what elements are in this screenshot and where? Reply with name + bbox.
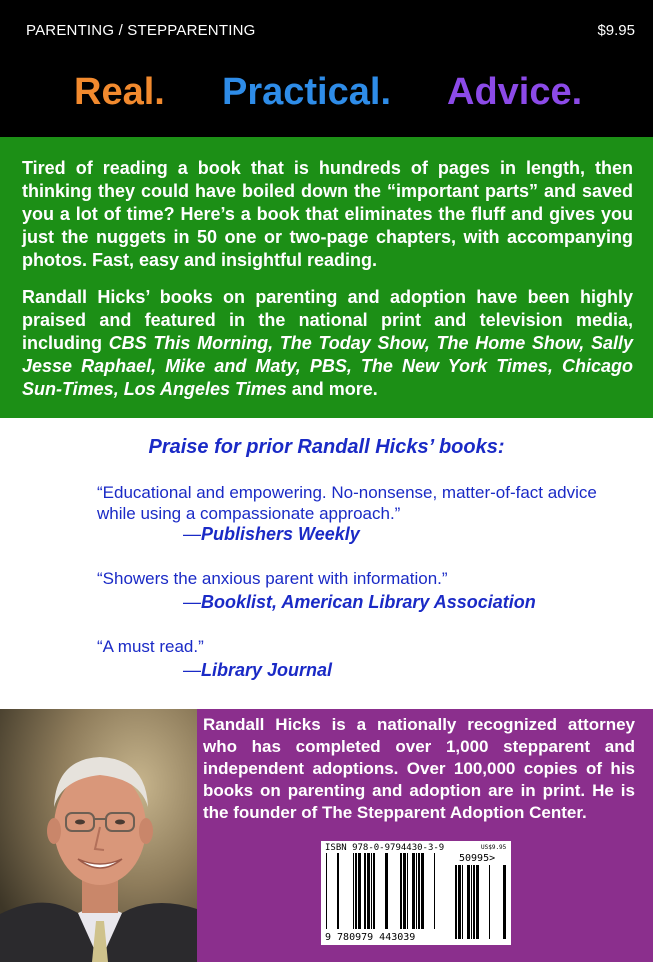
tagline-word-real: Real. xyxy=(74,71,165,113)
em-dash: — xyxy=(183,524,201,544)
praise-title: Praise for prior Randall Hicks’ books: xyxy=(148,436,505,458)
description-paragraph-1: Tired of reading a book that is hundreds of pages in length, then thinking they could have boiled down the “important parts” and saved you a lot of time? Here’s a book that eliminates the fluff and gives you just the nuggets in 50 one or two-page chapters, with accompanying photos. Fast, easy and insightful reading. xyxy=(22,158,633,270)
barcode-addon-number: 50995> xyxy=(459,853,496,864)
source-name: Library Journal xyxy=(201,660,333,680)
media-list: CBS This Morning, The Today Show, The Home Show, Sally Jesse Raphael, Mike and Maty, PBS, The New York Times, Chicago Sun-Times, Los Angeles Times xyxy=(22,333,633,399)
tagline xyxy=(0,70,653,114)
top-banner xyxy=(0,0,653,137)
author-section xyxy=(0,709,653,962)
praise-source-1 xyxy=(183,524,360,545)
barcode-bars xyxy=(321,841,511,945)
author-bio-panel xyxy=(197,709,653,962)
price-label: $9.95 xyxy=(597,22,635,39)
praise-quote-3: “A must read.” xyxy=(97,637,204,656)
praise-source-2 xyxy=(183,592,536,613)
isbn-barcode xyxy=(321,841,511,945)
author-bio: Randall Hicks is a nationally recognized attorney who has completed over 1,000 stepparent and independent adoptions. Over 100,000 copies of his books on parenting and adoption are in print. He is the founder of The Stepparent Adoption Center. xyxy=(203,715,635,822)
praise-panel xyxy=(0,418,653,709)
author-photo xyxy=(0,709,197,962)
description-paragraph-2 xyxy=(22,286,633,401)
tagline-word-advice: Advice. xyxy=(447,71,583,113)
praise-quote-1: “Educational and empowering. No-nonsense, matter-of-fact advice while using a compassionate approach.” xyxy=(97,483,597,523)
media-intro: Randall Hicks’ books on parenting and adoption have been highly praised and featured in the national print and television media, including xyxy=(22,287,633,353)
praise-quote-2: “Showers the anxious parent with information.” xyxy=(97,569,448,588)
media-end: and more. xyxy=(286,379,378,399)
praise-source-3 xyxy=(183,660,332,681)
em-dash: — xyxy=(183,592,201,612)
source-name: Booklist, American Library Association xyxy=(201,592,536,612)
description-panel xyxy=(0,137,653,418)
category-label: PARENTING / STEPPARENTING xyxy=(26,22,256,39)
source-name: Publishers Weekly xyxy=(201,524,360,544)
tagline-word-practical: Practical. xyxy=(222,71,391,113)
ean-number: 9 780979 443039 xyxy=(325,932,416,943)
em-dash: — xyxy=(183,660,201,680)
author-portrait-illustration xyxy=(0,709,197,962)
barcode-price-code: US$9.95 xyxy=(481,844,507,851)
isbn-number: ISBN 978-0-9794430-3-9 xyxy=(325,843,445,853)
